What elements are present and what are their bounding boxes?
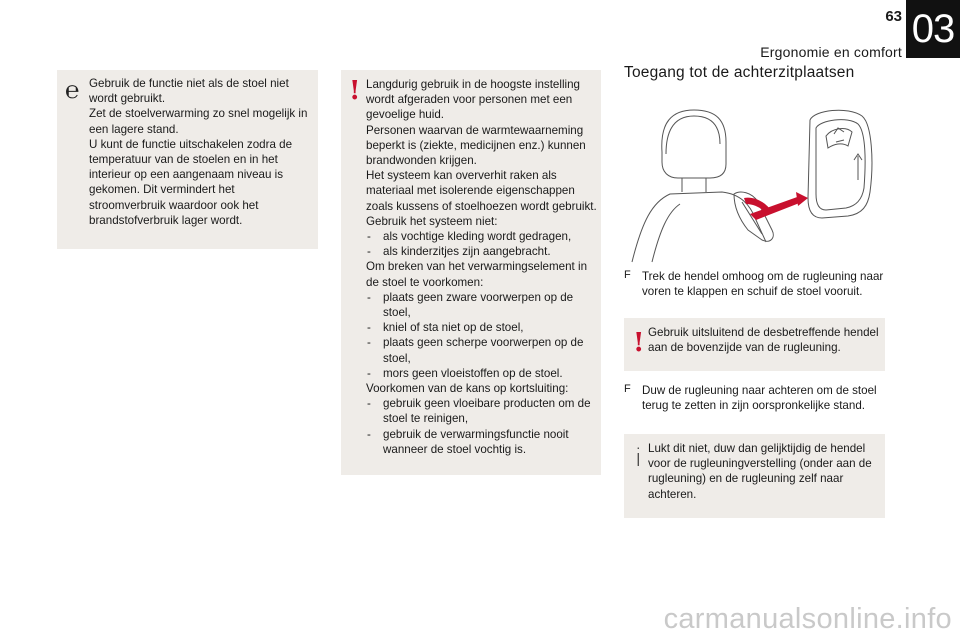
warning-list-short-circuit bbox=[366, 396, 597, 457]
warning-box bbox=[341, 70, 601, 475]
list-item: - mors geen vloeistoffen op de stoel. bbox=[366, 366, 597, 381]
warning-line: Langdurig gebruik in de hoogste instelling wordt afgeraden voor personen met een gevoelige huid. bbox=[366, 78, 580, 122]
list-item: - plaats geen scherpe voorwerpen op de stoel, bbox=[366, 335, 597, 365]
eco-tip-line: Zet de stoelverwarming zo snel mogelijk in een lagere stand. bbox=[89, 107, 308, 136]
eco-tip-line: U kunt de functie uitschakelen zodra de temperatuur van de stoelen en in het interieur op een aangenaam niveau is gekomen. Dit vermindert het stroomverbruik waardoor ook het brandstofverbruik lager wordt. bbox=[89, 137, 293, 227]
watermark: carmanualsonline.info bbox=[663, 603, 952, 635]
warning-list-conditions bbox=[366, 229, 597, 259]
step-marker: F bbox=[624, 383, 631, 395]
page-number: 63 bbox=[885, 8, 902, 25]
step-marker: F bbox=[624, 269, 631, 281]
list-item: - plaats geen zware voorwerpen op de stoel, bbox=[366, 290, 597, 320]
instruction-step-push-back bbox=[624, 383, 886, 413]
warning-line: Gebruik het systeem niet: bbox=[366, 214, 498, 228]
lever-warning-text: Gebruik uitsluitend de desbetreffende hendel aan de bovenzijde van de rugleuning. bbox=[648, 326, 879, 355]
warning-exclamation-icon: ! bbox=[349, 76, 361, 106]
chapter-tab: 03 bbox=[906, 0, 960, 58]
list-item: - gebruik de verwarmingsfunctie nooit wanneer de stoel vochtig is. bbox=[366, 427, 597, 457]
list-item: - als vochtige kleding wordt gedragen, bbox=[366, 229, 597, 244]
seat-backrest-lever-illustration bbox=[622, 102, 884, 264]
eco-tip-line: Gebruik de functie niet als de stoel niet wordt gebruikt. bbox=[89, 77, 289, 106]
chapter-title: Ergonomie en comfort bbox=[760, 44, 902, 60]
warning-list-damage bbox=[366, 290, 597, 381]
step-text: Trek de hendel omhoog om de rugleuning naar voren te klappen en schuif de stoel vooruit. bbox=[642, 270, 884, 299]
eco-leaf-icon: ℮ bbox=[65, 76, 80, 104]
warning-line: Personen waarvan de warmtewaarneming beperkt is (ziekte, medicijnen enz.) kunnen brandwonden krijgen. bbox=[366, 123, 586, 168]
list-item: - kniel of sta niet op de stoel, bbox=[366, 320, 597, 335]
instruction-step-pull-lever bbox=[624, 269, 886, 299]
warning-line: Voorkomen van de kans op kortsluiting: bbox=[366, 382, 569, 396]
warning-line: Om breken van het verwarmingselement in de stoel te voorkomen: bbox=[366, 260, 588, 289]
step-text: Duw de rugleuning naar achteren om de stoel terug te zetten in zijn oorspronkelijke stand. bbox=[642, 384, 877, 413]
warning-line: Het systeem kan oververhit raken als materiaal met isolerende eigenschappen zoals kussens of stoelhoezen wordt gebruikt. bbox=[366, 169, 597, 213]
warning-exclamation-icon: ! bbox=[633, 328, 645, 358]
info-icon: i bbox=[635, 444, 642, 472]
list-item: - als kinderzitjes zijn aangebracht. bbox=[366, 244, 597, 259]
list-item: - gebruik geen vloeibare producten om de stoel te reinigen, bbox=[366, 396, 597, 426]
eco-tip-box bbox=[57, 70, 318, 249]
section-heading: Toegang tot de achterzitplaatsen bbox=[624, 64, 855, 81]
info-tip-text: Lukt dit niet, duw dan gelijktijdig de hendel voor de rugleuningverstelling (onder aan de rugleuning) en de rugleuning zelf naar achteren. bbox=[648, 442, 872, 501]
lever-warning-box bbox=[624, 318, 885, 371]
info-tip-box bbox=[624, 434, 885, 518]
